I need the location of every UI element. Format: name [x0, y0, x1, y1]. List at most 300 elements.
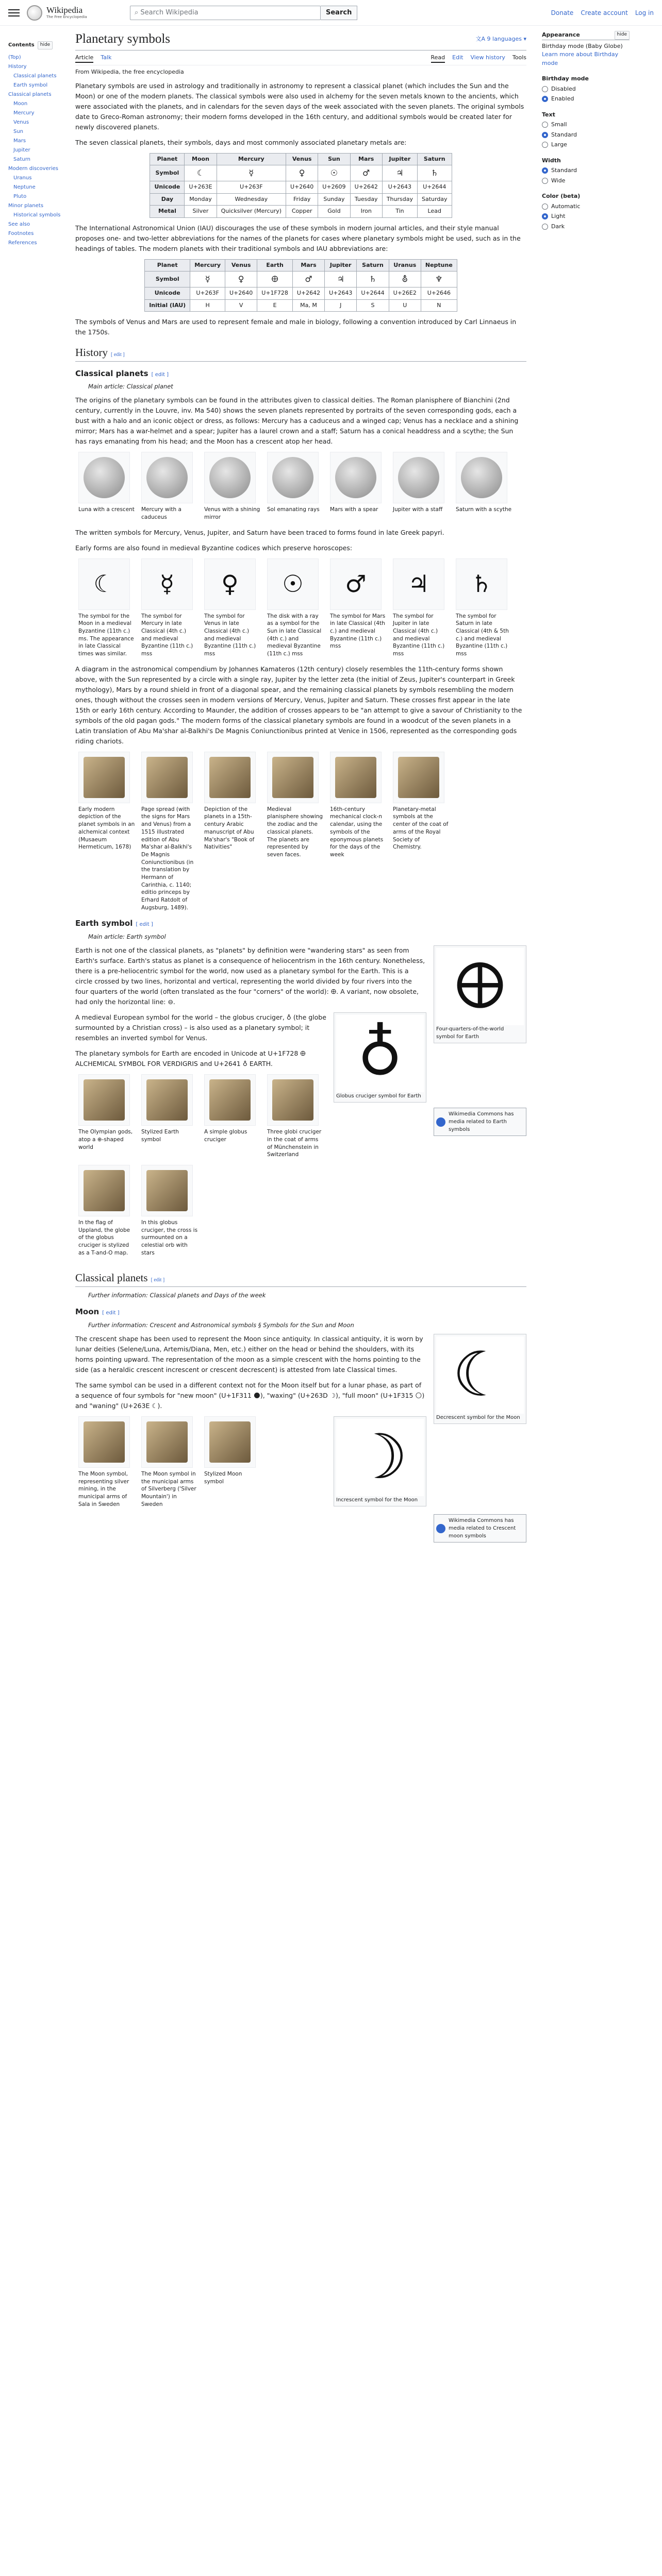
- toc-item[interactable]: Neptune: [13, 184, 36, 190]
- login-link[interactable]: Log in: [635, 9, 654, 16]
- mercury-relief-icon: [146, 457, 188, 498]
- gallery-image[interactable]: [204, 452, 256, 503]
- tab-view-history[interactable]: View history: [470, 54, 505, 61]
- cruciger-simple-icon: [209, 1079, 251, 1121]
- table-cell: ♄: [417, 165, 452, 181]
- appearance-option[interactable]: [542, 212, 630, 221]
- gallery-item[interactable]: [141, 452, 198, 521]
- appearance-option[interactable]: [542, 95, 630, 104]
- globus-thumbnail[interactable]: ♁ Globus cruciger symbol for Earth: [334, 1012, 426, 1103]
- row-header: Unicode: [150, 181, 185, 194]
- gallery-caption: Sol emanating rays: [267, 506, 320, 513]
- appearance-option[interactable]: [542, 131, 630, 140]
- row-header: Symbol: [145, 272, 190, 287]
- gallery-item[interactable]: [330, 452, 387, 521]
- toc-item[interactable]: Classical planets: [13, 73, 57, 79]
- gallery-image[interactable]: [204, 1074, 256, 1126]
- gallery-image[interactable]: [141, 452, 193, 503]
- table-header: Mercury: [190, 259, 225, 272]
- table-cell: U+2643: [325, 287, 357, 300]
- hatnote: Further information: Classical planets and Days of the week: [88, 1291, 266, 1299]
- search-input[interactable]: ⌕ Search Wikipedia: [130, 6, 321, 20]
- gallery-caption: Mars with a spear: [330, 506, 378, 513]
- gallery-caption: Stylized Earth symbol: [141, 1129, 179, 1143]
- gallery-item[interactable]: [204, 1416, 261, 1508]
- decrescent-moon-icon: ☾: [452, 1338, 508, 1411]
- coat-of-arms-icon: [398, 757, 439, 798]
- gallery-image[interactable]: [267, 452, 319, 503]
- gallery-item[interactable]: [78, 1074, 135, 1159]
- decrescent-thumbnail[interactable]: ☾ Decrescent symbol for the Moon: [434, 1334, 526, 1424]
- table-row: [145, 272, 457, 287]
- appearance-option[interactable]: [542, 166, 630, 175]
- gallery-item[interactable]: [330, 752, 387, 912]
- table-header: Neptune: [421, 259, 457, 272]
- table-header: Venus: [225, 259, 257, 272]
- table-cell: ☿: [217, 165, 286, 181]
- option-label: Standard: [551, 167, 577, 174]
- moon-subheading: Moon [ edit ]: [75, 1307, 120, 1317]
- table-cell: ♀: [225, 272, 257, 287]
- option-label: Dark: [551, 223, 565, 230]
- hatnote: Further information: Crescent and Astronomical symbols § Symbols for the Sun and Moon: [88, 1321, 354, 1329]
- gallery-item[interactable]: [78, 1165, 135, 1257]
- toc-item[interactable]: See also: [8, 221, 30, 227]
- row-header: Initial (IAU): [145, 299, 190, 312]
- toc-item[interactable]: Historical symbols: [13, 212, 61, 218]
- gallery-caption: Mercury with a caduceus: [141, 506, 181, 520]
- gallery-item[interactable]: [393, 558, 450, 658]
- appearance-option[interactable]: [542, 177, 630, 185]
- option-label: Automatic: [551, 202, 581, 210]
- edit-link[interactable]: [ edit ]: [136, 922, 153, 928]
- woodcut-page-icon: [146, 757, 188, 798]
- table-cell: H: [190, 299, 225, 312]
- gallery-image[interactable]: [456, 452, 507, 503]
- table-header: Saturn: [417, 153, 452, 165]
- site-name: Wikipedia: [46, 5, 83, 15]
- history-heading: History [ edit ]: [75, 345, 526, 362]
- alchemical-context-icon: [84, 757, 125, 798]
- appearance-option[interactable]: [542, 141, 630, 149]
- gallery-image[interactable]: [141, 1074, 193, 1126]
- toc-item[interactable]: Classical planets: [8, 91, 52, 97]
- donate-link[interactable]: Donate: [551, 9, 574, 16]
- intro-paragraph-3: The International Astronomical Union (IAU) discourages the use of these symbols in modern journal articles, and their style manual proposes one- and two-letter abbreviations for the names of the planets for cases where planetary symbols might be used, such as in the headings of tables. The modern planets with their traditional symbols and IAU abbreviations are:: [75, 224, 521, 252]
- table-row: [150, 165, 452, 181]
- gallery-image[interactable]: [204, 1416, 256, 1468]
- toc-item[interactable]: (Top): [8, 54, 21, 60]
- earth-paragraph-3: The planetary symbols for Earth are encoded in Unicode at U+1F728 🜨 ALCHEMICAL SYMBOL FOR VERDIGRIS and U+2641 ♁ EARTH.: [75, 1049, 306, 1068]
- classical-planets-subheading: Classical planets [ edit ]: [75, 368, 169, 378]
- table-header: Planet: [145, 259, 190, 272]
- gallery-image[interactable]: [267, 558, 319, 610]
- main-menu-icon[interactable]: [8, 9, 20, 16]
- commons-icon: [436, 1117, 445, 1127]
- table-cell: 🜨: [257, 272, 293, 287]
- appearance-group-label: Text: [542, 111, 555, 118]
- gallery-caption: The Moon symbol, representing silver mining, in the municipal arms of Sala in Sweden: [78, 1470, 129, 1507]
- edit-link[interactable]: [ edit ]: [102, 1310, 120, 1316]
- table-cell: N: [421, 299, 457, 312]
- appearance-option[interactable]: [542, 121, 630, 129]
- appearance-group-label: Birthday mode: [542, 75, 589, 82]
- early-modern-gallery: [78, 752, 526, 912]
- upplands-flag-icon: [84, 1170, 125, 1211]
- gallery-caption: The symbol for Mars in late Classical (4th c.) and medieval Byzantine (11th c.) mss: [330, 613, 386, 650]
- muenchenstein-arms-icon: [272, 1079, 313, 1121]
- language-button[interactable]: 文A 9 languages ▾: [475, 36, 526, 42]
- gallery-item[interactable]: [78, 752, 135, 912]
- radio-button[interactable]: [542, 167, 548, 174]
- appearance-panel: [526, 31, 630, 1548]
- option-label: Wide: [551, 177, 566, 184]
- gallery-image[interactable]: [267, 752, 319, 803]
- row-header: Day: [150, 193, 185, 206]
- birthday-mode-note: Birthday mode (Baby Globe): [542, 42, 623, 49]
- table-cell: J: [325, 299, 357, 312]
- commons-box[interactable]: Wikimedia Commons has media related to Earth symbols: [434, 1108, 526, 1136]
- gallery-item[interactable]: [141, 1416, 198, 1508]
- olympian-gods-icon: [84, 1079, 125, 1121]
- table-cell: U+2643: [382, 181, 417, 194]
- page-title: Planetary symbols: [75, 32, 171, 46]
- table-cell: Silver: [185, 206, 217, 218]
- toc-item[interactable]: Saturn: [13, 156, 31, 162]
- gallery-caption: The disk with a ray as a symbol for the Sun in late Classical (4th c.) and medieval Byzantine (11th c.) mss: [267, 613, 322, 657]
- table-cell: U+2644: [357, 287, 389, 300]
- gallery-caption: Jupiter with a staff: [393, 506, 443, 513]
- gallery-image[interactable]: [330, 558, 382, 610]
- silberberg-arms-icon: [146, 1421, 188, 1463]
- table-cell: ♀: [286, 165, 318, 181]
- toc-item[interactable]: Footnotes: [8, 230, 34, 236]
- hatnote: Main article: Earth symbol: [88, 933, 166, 940]
- table-cell: ♃: [382, 165, 417, 181]
- toc-list: [8, 54, 62, 247]
- gallery-caption: The Olympian gods, atop a ⊕-shaped world: [78, 1129, 133, 1150]
- radio-button[interactable]: [542, 86, 548, 92]
- gallery-caption: A simple globus cruciger: [204, 1129, 247, 1143]
- gallery-item[interactable]: [330, 558, 387, 658]
- table-header: Earth: [257, 259, 293, 272]
- gallery-image[interactable]: [78, 752, 130, 803]
- edit-link[interactable]: [ edit ]: [151, 371, 169, 378]
- table-cell: ☾: [185, 165, 217, 181]
- gallery-image[interactable]: [330, 752, 382, 803]
- gallery-image[interactable]: [78, 1074, 130, 1126]
- moon-paragraph-1: The crescent shape has been used to represent the Moon since antiquity. In classical antiquity, it is worn by lunar deities (Selene/Luna, Artemis/Diana, Men, etc.) either on the head or behind the shoulders, with its horns pointing upward. The representation of the moon as a simple crescent with the horns pointing to the side (as a heraldic crescent increscent or crescent decrescent) is attested from late Classical times.: [75, 1334, 423, 1374]
- gallery-image[interactable]: [267, 1074, 319, 1126]
- appearance-title: Appearance: [542, 31, 580, 38]
- toc-item[interactable]: Sun: [13, 128, 24, 134]
- gallery-caption: The symbol for Saturn in late Classical (4th & 5th c.) and medieval Byzantine (11th c.) mss: [456, 613, 509, 657]
- earth-quarters-icon: 🜨: [454, 951, 506, 1023]
- row-header: Unicode: [145, 287, 190, 300]
- table-cell: U+1F728: [257, 287, 293, 300]
- table-row: [150, 181, 452, 194]
- toc-item[interactable]: Jupiter: [13, 147, 30, 153]
- gallery-image[interactable]: [78, 1416, 130, 1468]
- toc-item[interactable]: Earth symbol: [13, 82, 48, 88]
- gallery-caption: 16th-century mechanical clock-n calendar, using the symbols of the eponymous planets for the days of the week: [330, 806, 384, 858]
- radio-button[interactable]: [542, 224, 548, 230]
- gallery-item[interactable]: [78, 1416, 135, 1508]
- tab-talk[interactable]: Talk: [101, 54, 112, 61]
- table-header: Jupiter: [325, 259, 357, 272]
- table-header: Moon: [185, 153, 217, 165]
- intro-paragraph-2: The seven classical planets, their symbols, days and most commonly associated planetary metals are:: [75, 138, 407, 146]
- appearance-option[interactable]: [542, 223, 630, 231]
- table-header: Uranus: [389, 259, 421, 272]
- table-cell: U+2640: [225, 287, 257, 300]
- table-cell: U+2640: [286, 181, 318, 194]
- learn-more-link[interactable]: Learn more about Birthday mode: [542, 51, 619, 66]
- classical-planets-table: [150, 153, 452, 218]
- radio-button[interactable]: [542, 132, 548, 138]
- appearance-group: [542, 192, 630, 231]
- table-cell: Wednesday: [217, 193, 286, 206]
- radio-button[interactable]: [542, 178, 548, 184]
- table-cell: Gold: [318, 206, 350, 218]
- toc-item[interactable]: Mars: [13, 138, 26, 144]
- table-header: Saturn: [357, 259, 389, 272]
- gallery-image[interactable]: [141, 1165, 193, 1216]
- table-cell: U+26E2: [389, 287, 421, 300]
- earth-thumbnail[interactable]: 🜨 Four-quarters-of-the-world symbol for Earth: [434, 945, 526, 1043]
- table-cell: U+2642: [350, 181, 382, 194]
- table-cell: ♂: [292, 272, 324, 287]
- gallery-item[interactable]: [204, 558, 261, 658]
- site-tagline: The Free Encyclopedia: [46, 14, 87, 19]
- table-cell: Thursday: [382, 193, 417, 206]
- option-label: Disabled: [551, 85, 576, 92]
- commons-box[interactable]: Wikimedia Commons has media related to Crescent moon symbols: [434, 1514, 526, 1543]
- gallery-item[interactable]: [393, 752, 450, 912]
- row-header: Symbol: [150, 165, 185, 181]
- history-paragraph-4: A diagram in the astronomical compendium by Johannes Kamateros (12th century) closely resembles the 11th-century forms shown above, with the Sun represented by a circle with a single ray, Jupiter by the letter zeta (the initial of Zeus, Jupiter's counterpart in Greek mythology), Mars by a round shield in front of a diagonal spear, and the remaining classical planets by symbols resembling the modern ones, though without the crosses seen in modern versions of Mercury, Venus, Jupiter and Saturn. These crosses first appear in the late 15th or early 16th century. According to Maunder, the addition of crosses appears to be "an attempt to give a savour of Christianity to the symbols of the old pagan gods." The modern forms of the classical planetary symbols are found in a woodcut of the seven planets in a Latin translation of Abu Ma'shar al-Balkhi's De Magnis Coniunctionibus printed at Venice in 1506, represented as the corresponding gods riding chariots.: [75, 665, 522, 745]
- header-tools: [551, 8, 654, 18]
- gallery-item[interactable]: [141, 558, 198, 658]
- gallery-item[interactable]: [78, 452, 135, 521]
- wikipedia-logo[interactable]: [27, 5, 104, 21]
- history-paragraph-2: The written symbols for Mercury, Venus, Jupiter, and Saturn have been traced to forms found in late Greek papyri.: [75, 528, 444, 536]
- radio-button[interactable]: [542, 96, 548, 102]
- table-header: Venus: [286, 153, 318, 165]
- table-cell: Iron: [350, 206, 382, 218]
- appearance-hide-button[interactable]: hide: [615, 31, 630, 40]
- gallery-item[interactable]: [267, 752, 324, 912]
- gallery-image[interactable]: [78, 1165, 130, 1216]
- tab-tools[interactable]: Tools: [512, 54, 526, 61]
- radio-button[interactable]: [542, 142, 548, 148]
- article: [62, 31, 526, 1548]
- radio-button[interactable]: [542, 122, 548, 128]
- earth-paragraph-1: Earth is not one of the classical planets, as "planets" by definition were "wandering stars" as seen from Earth's surface. Earth's status as planet is a consequence of heliocentrism in the 16th century. Nonetheless, there is a pre-heliocentric symbol for the world, now used as a planetary symbol for the Earth. This is a circle crossed by two lines, horizontal and vertical, representing the world divided by four rivers into the four quarters of the world (often translated as the four "corners" of the world): 🜨. A variant, now obsolete, had only the horizontal line: ⊖.: [75, 946, 425, 1006]
- gallery-image[interactable]: [204, 752, 256, 803]
- earth-symbol-subheading: Earth symbol [ edit ]: [75, 919, 153, 928]
- site-header: [0, 0, 662, 26]
- planet-symbol-icon: ♂: [345, 570, 367, 598]
- gallery-caption: Early modern depiction of the planet symbols in an alchemical context (Musaeum Hermeticum, 1678): [78, 806, 135, 851]
- tab-read[interactable]: Read: [431, 54, 445, 63]
- gallery-image[interactable]: [141, 558, 193, 610]
- gallery-caption: The Moon symbol in the municipal arms of Silverberg ('Silver Mountain') in Sweden: [141, 1470, 196, 1507]
- gallery-image[interactable]: [78, 452, 130, 503]
- toc-item[interactable]: Mercury: [13, 110, 35, 116]
- gallery-caption: Luna with a crescent: [78, 506, 135, 513]
- gallery-image[interactable]: [78, 558, 130, 610]
- gallery-item[interactable]: [456, 452, 512, 521]
- table-header: Mercury: [217, 153, 286, 165]
- table-header: Planet: [150, 153, 185, 165]
- option-label: Large: [551, 141, 567, 148]
- search-button[interactable]: Search: [321, 6, 357, 20]
- table-cell: Tuesday: [350, 193, 382, 206]
- increscent-thumbnail[interactable]: ☽ Increscent symbol for the Moon: [334, 1416, 426, 1506]
- table-cell: V: [225, 299, 257, 312]
- gallery-image[interactable]: [393, 752, 444, 803]
- table-of-contents: [8, 31, 62, 1548]
- toc-item[interactable]: Uranus: [13, 175, 32, 181]
- table-header: Mars: [350, 153, 382, 165]
- option-label: Enabled: [551, 95, 574, 102]
- toc-item[interactable]: Moon: [13, 100, 28, 107]
- table-cell: ♃: [325, 272, 357, 287]
- table-cell: Monday: [185, 193, 217, 206]
- edit-link[interactable]: [ edit ]: [151, 1277, 165, 1283]
- puzzle-globe-icon: [27, 5, 42, 21]
- gallery-image[interactable]: [141, 752, 193, 803]
- gallery-item[interactable]: [267, 452, 324, 521]
- radio-button[interactable]: [542, 204, 548, 210]
- option-label: Light: [551, 213, 566, 219]
- table-cell: Friday: [286, 193, 318, 206]
- planet-symbol-icon: ♀: [221, 570, 239, 598]
- search-form: [130, 6, 357, 20]
- gallery-item[interactable]: [267, 558, 324, 658]
- toc-item[interactable]: History: [8, 63, 27, 70]
- gallery-caption: The symbol for Mercury in late Classical (4th c.) and medieval Byzantine (11th c.) mss: [141, 613, 193, 657]
- history-paragraph-3: Early forms are also found in medieval Byzantine codices which preserve horoscopes:: [75, 544, 353, 552]
- gallery-caption: Three globi cruciger in the coat of arms of Münchenstein in Switzerland: [267, 1129, 322, 1158]
- search-icon: ⌕: [135, 8, 141, 16]
- table-cell: U: [389, 299, 421, 312]
- gallery-item[interactable]: [141, 1165, 198, 1257]
- hatnote: Main article: Classical planet: [88, 383, 173, 390]
- stylized-earth-icon: [146, 1079, 188, 1121]
- planisphere-icon: [272, 757, 313, 798]
- moon-gallery: [78, 1416, 326, 1508]
- gallery-item[interactable]: [204, 1074, 261, 1159]
- radio-button[interactable]: [542, 213, 548, 219]
- option-label: Standard: [551, 131, 577, 138]
- gallery-caption: The symbol for Venus in late Classical (4th c.) and medieval Byzantine (11th c.) mss: [204, 613, 256, 657]
- table-cell: ♆: [421, 272, 457, 287]
- gallery-caption: The symbol for Jupiter in late Classical (4th c.) and medieval Byzantine (11th c.) mss: [393, 613, 445, 657]
- stylized-moon-icon: [209, 1421, 251, 1463]
- gallery-item[interactable]: [141, 1074, 198, 1159]
- moon-relief-icon: [84, 457, 125, 498]
- table-cell: Quicksilver (Mercury): [217, 206, 286, 218]
- gallery-image[interactable]: [330, 452, 382, 503]
- classical-planets-heading: Classical planets [ edit ]: [75, 1270, 526, 1287]
- relief-gallery: [78, 452, 526, 521]
- gallery-item[interactable]: [456, 558, 512, 658]
- gallery-caption: Stylized Moon symbol: [204, 1470, 242, 1485]
- page-tabs: [75, 54, 526, 66]
- toc-hide-button[interactable]: hide: [38, 41, 53, 49]
- table-cell: U+2644: [417, 181, 452, 194]
- edit-link[interactable]: [ edit ]: [111, 352, 125, 358]
- table-cell: ☿: [190, 272, 225, 287]
- gallery-caption: In this globus cruciger, the cross is surmounted on a celestial orb with stars: [141, 1219, 198, 1256]
- gallery-item[interactable]: [393, 452, 450, 521]
- gallery-caption: The symbol for the Moon in a medieval Byzantine (11th c.) ms. The appearance in late Classical times was similar.: [78, 613, 134, 657]
- planet-symbol-icon: ☉: [282, 570, 304, 598]
- row-header: Metal: [150, 206, 185, 218]
- table-cell: Saturday: [417, 193, 452, 206]
- gallery-item[interactable]: [204, 752, 261, 912]
- intro-paragraph-4: The symbols of Venus and Mars are used to represent female and male in biology, following a convention introduced by Carl Linnaeus in the 1750s.: [75, 318, 517, 336]
- toc-item[interactable]: References: [8, 240, 37, 246]
- gallery-caption: Saturn with a scythe: [456, 506, 512, 513]
- table-cell: Lead: [417, 206, 452, 218]
- gallery-item[interactable]: [141, 752, 198, 912]
- saturn-relief-icon: [461, 457, 502, 498]
- toc-item[interactable]: Venus: [13, 119, 29, 125]
- tab-article[interactable]: Article: [75, 54, 93, 63]
- intro-paragraph-1: Planetary symbols are used in astrology and traditionally in astronomy to represent a classical planet (which includes the Sun and the Moon) or one of the modern planets. The classical symbols were also used in alchemy for the seven metals known to the ancients, which were associated with the planets, and in calendars for the seven days of the week associated with the seven planets. The original symbols date to Greco-Roman astronomy; their modern forms developed in the 16th century, and additional symbols would be created later for newly discovered planets.: [75, 81, 524, 131]
- toc-item[interactable]: Minor planets: [8, 202, 44, 209]
- tab-edit[interactable]: Edit: [452, 54, 464, 61]
- toc-item[interactable]: Pluto: [13, 193, 27, 199]
- gallery-image[interactable]: [204, 558, 256, 610]
- table-cell: ☉: [318, 165, 350, 181]
- table-cell: U+263F: [190, 287, 225, 300]
- gallery-image[interactable]: [456, 558, 507, 610]
- create-account-link[interactable]: Create account: [581, 9, 628, 16]
- planet-symbol-icon: ♃: [408, 570, 429, 598]
- gallery-item[interactable]: [78, 558, 135, 658]
- gallery-item[interactable]: [267, 1074, 324, 1159]
- table-header: Jupiter: [382, 153, 417, 165]
- translate-icon: 文A: [475, 36, 487, 42]
- table-cell: E: [257, 299, 293, 312]
- gallery-image[interactable]: [393, 558, 444, 610]
- appearance-group-label: Color (beta): [542, 193, 581, 199]
- gallery-image[interactable]: [393, 452, 444, 503]
- appearance-option[interactable]: [542, 202, 630, 211]
- planet-symbol-icon: ☾: [93, 570, 115, 598]
- appearance-option[interactable]: [542, 85, 630, 94]
- table-cell: U+2646: [421, 287, 457, 300]
- appearance-options: [542, 75, 630, 231]
- planet-symbol-icon: ☿: [159, 570, 175, 598]
- table-cell: ⛢: [389, 272, 421, 287]
- gallery-caption: In the flag of Uppland, the globe of the globus cruciger is stylized as a T-and-O map.: [78, 1219, 130, 1256]
- toc-item[interactable]: Modern discoveries: [8, 165, 58, 172]
- gallery-item[interactable]: [204, 452, 261, 521]
- table-cell: ♄: [357, 272, 389, 287]
- table-cell: U+263E: [185, 181, 217, 194]
- earth-gallery: [78, 1074, 326, 1257]
- appearance-group: [542, 111, 630, 149]
- table-header: Sun: [318, 153, 350, 165]
- gallery-image[interactable]: [141, 1416, 193, 1468]
- moon-paragraph-2: The same symbol can be used in a different context not for the Moon itself but for a lunar phase, as part of a sequence of four symbols for "new moon" (U+1F311 🌑), "waxing" (U+263D ☽), "full moon" (U+1F315 🌕) and "waning" (U+263E ☾).: [75, 1381, 425, 1410]
- table-row: [150, 193, 452, 206]
